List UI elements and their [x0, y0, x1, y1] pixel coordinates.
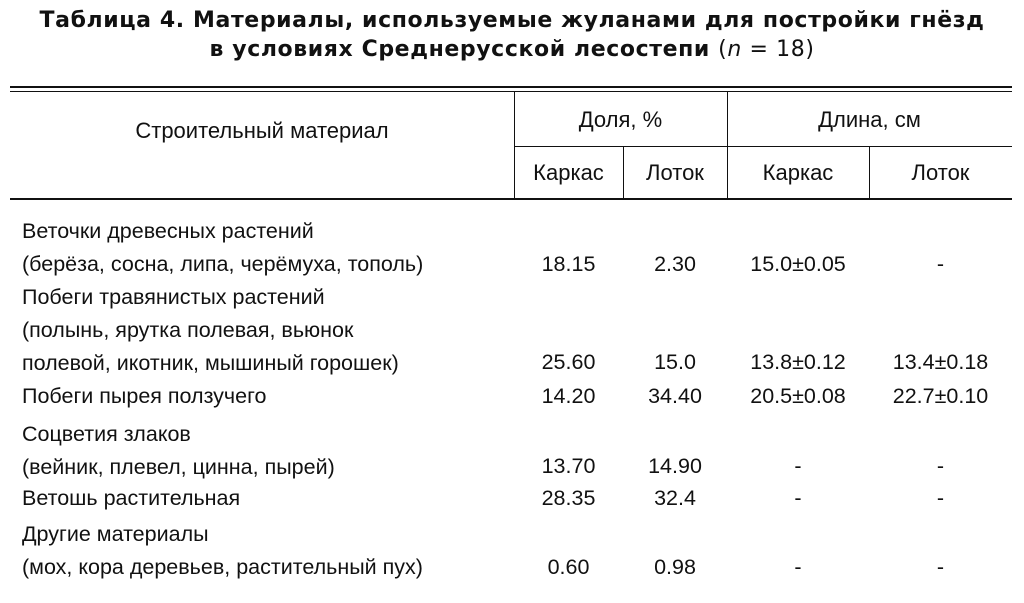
- row-label-line: Веточки древесных растений: [22, 219, 314, 243]
- header-share: Доля, %: [578, 107, 663, 132]
- cell-share-frame: 28.35: [541, 486, 596, 510]
- cell-length-tray: 13.4±0.18: [892, 350, 989, 374]
- cell-share-tray: 0.98: [654, 555, 696, 579]
- cell-length-tray: -: [936, 252, 945, 276]
- cell-length-tray: 22.7±0.10: [892, 384, 989, 408]
- header-subrow-rule: [514, 146, 1012, 147]
- row-label-line: Побеги травянистых растений: [22, 285, 325, 309]
- row-label-line: Другие материалы: [22, 522, 209, 546]
- cell-share-tray: 15.0: [654, 350, 696, 374]
- cell-share-frame: 18.15: [541, 252, 596, 276]
- table-row-label: [22, 215, 423, 281]
- row-label-line: Соцветия злаков: [22, 422, 191, 446]
- cell-share-frame: 0.60: [547, 555, 590, 579]
- caption-n-open: (: [718, 37, 728, 62]
- table-row-label: [22, 281, 399, 380]
- table-row-label: [22, 380, 266, 413]
- cell-share-frame: 25.60: [541, 350, 596, 374]
- caption-line-1: Таблица 4. Материалы, используемые жуланами для постройки гнёзд: [39, 8, 985, 33]
- cell-share-tray: 32.4: [654, 486, 696, 510]
- row-label-line: (полынь, ярутка полевая, вьюнок: [22, 318, 354, 342]
- cell-length-tray: -: [936, 486, 945, 510]
- cell-length-frame: 20.5±0.08: [750, 384, 846, 408]
- cell-length-frame: 15.0±0.05: [750, 252, 846, 276]
- cell-length-tray: -: [936, 555, 945, 579]
- row-label-line: (вейник, плевел, цинна, пырей): [22, 455, 335, 479]
- cell-length-frame: 13.8±0.12: [750, 350, 846, 374]
- row-label-line: (берёза, сосна, липа, черёмуха, тополь): [22, 252, 424, 276]
- header-length-tray: Лоток: [911, 160, 970, 185]
- table-top-rule-thin: [10, 91, 1012, 92]
- row-label-line: полевой, икотник, мышиный горошек): [22, 351, 399, 375]
- cell-share-frame: 13.70: [541, 454, 596, 478]
- row-label-line: Побеги пырея ползучего: [22, 384, 267, 408]
- cell-length-frame: -: [794, 555, 802, 579]
- row-label-line: Ветошь растительная: [22, 486, 241, 510]
- table-row-label: [22, 418, 335, 484]
- table-row-label: [22, 518, 423, 584]
- header-share-frame: Каркас: [533, 160, 604, 185]
- caption-n-symbol: n: [727, 37, 742, 62]
- cell-share-tray: 34.40: [648, 384, 702, 408]
- cell-length-frame: -: [794, 454, 802, 478]
- cell-share-frame: 14.20: [541, 384, 596, 408]
- table-caption: [0, 6, 1024, 64]
- caption-n-value: = 18): [741, 37, 815, 62]
- caption-line-2-text: в условиях Среднерусской лесостепи: [209, 37, 710, 62]
- cell-share-tray: 14.90: [648, 454, 702, 478]
- cell-share-tray: 2.30: [654, 252, 696, 276]
- table-top-rule: [10, 86, 1012, 88]
- cell-length-frame: -: [794, 486, 802, 510]
- header-length-frame: Каркас: [762, 160, 834, 185]
- cell-length-tray: -: [936, 454, 945, 478]
- table-row-label: [22, 482, 240, 515]
- row-label-line: (мох, кора деревьев, растительный пух): [22, 555, 423, 579]
- header-material: Строительный материал: [135, 118, 389, 143]
- table-header-rule: [10, 198, 1012, 200]
- header-length: Длина, см: [818, 107, 921, 132]
- header-share-tray: Лоток: [646, 160, 704, 185]
- caption-line-2: [0, 35, 1024, 64]
